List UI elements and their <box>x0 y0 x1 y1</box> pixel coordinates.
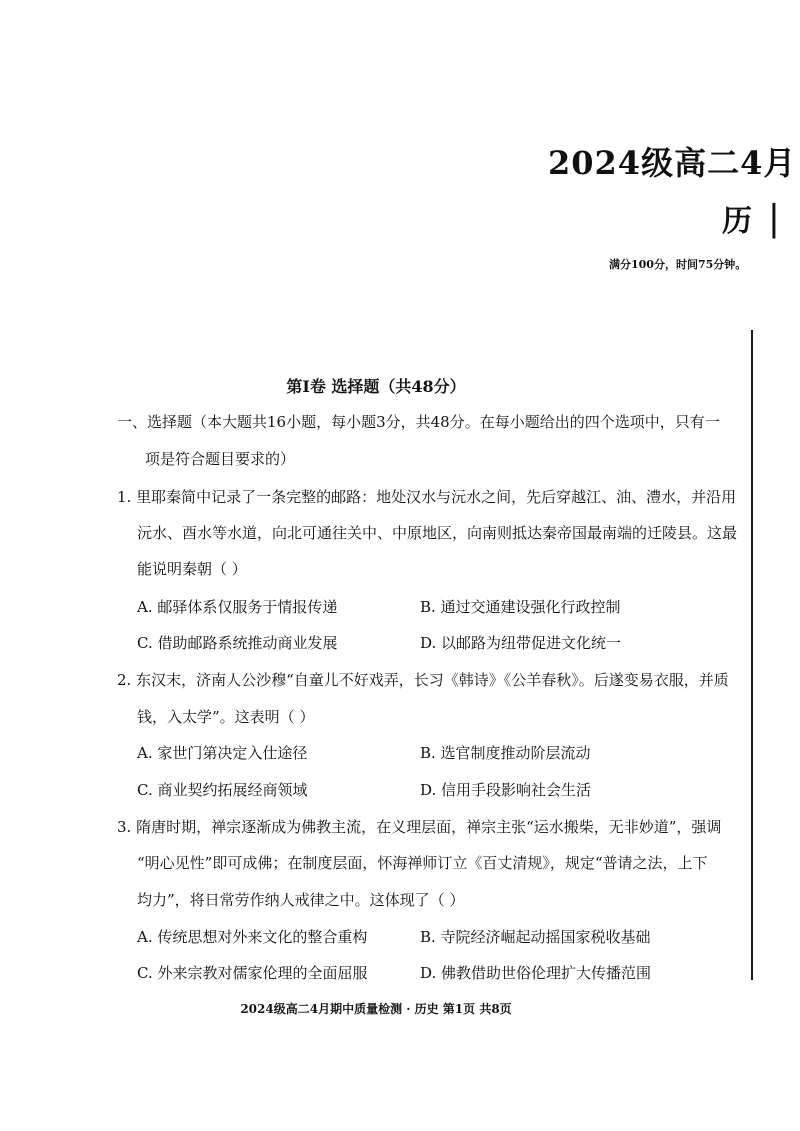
score-time-note: 满分100分，时间75分钟。 <box>609 258 747 271</box>
question-3-option-c: C. 外来宗教对儒家伦理的全面屈服 <box>137 964 368 982</box>
question-1-option-a: A. 邮驿体系仅服务于情报传递 <box>137 598 338 616</box>
question-1-stem-line-2: 沅水、酉水等水道，向北可通往关中、中原地区，向南则抵达秦帝国最南端的迁陵县。这最 <box>137 524 738 542</box>
section-title: 第Ⅰ卷 选择题（共48分） <box>286 377 466 396</box>
exam-title: 2024级高二4月 <box>548 144 797 182</box>
question-2-stem-line-2: 钱，入太学”。这表明（ ） <box>137 708 315 726</box>
question-1-option-c: C. 借助邮路系统推动商业发展 <box>137 634 338 652</box>
question-1-stem-line-3: 能说明秦朝（ ） <box>137 560 247 578</box>
question-3-option-d: D. 佛教借助世俗伦理扩大传播范围 <box>420 964 652 982</box>
instruction-line-2: 项是符合题目要求的） <box>145 450 296 468</box>
question-2-stem-line-1: 2. 东汉末，济南人公沙穆“自童儿不好戏弄，长习《韩诗》《公羊春秋》。后遂变易衣服，并质 <box>117 671 729 689</box>
question-2-option-c: C. 商业契约拓展经商领域 <box>137 781 308 799</box>
scan-edge-line <box>751 330 753 980</box>
question-2-option-d: D. 信用手段影响社会生活 <box>420 781 592 799</box>
question-3-stem-line-2: “明心见性”即可成佛；在制度层面，怀海禅师订立《百丈清规》，规定“普请之法，上下 <box>137 854 708 872</box>
question-3-stem-line-1: 3. 隋唐时期，禅宗逐渐成为佛教主流，在义理层面，禅宗主张“运水搬柴，无非妙道”，强调 <box>117 818 722 836</box>
instruction-line-1: 一、选择题（本大题共16小题，每小题3分，共48分。在每小题给出的四个选项中，只有一 <box>117 413 720 431</box>
question-2-option-a: A. 家世门第决定入仕途径 <box>137 744 308 762</box>
question-1-option-b: B. 通过交通建设强化行政控制 <box>420 598 621 616</box>
subject-title: 历▕ <box>722 204 776 239</box>
question-3-option-b: B. 寺院经济崛起动摇国家税收基础 <box>420 928 651 946</box>
question-3-option-a: A. 传统思想对外来文化的整合重构 <box>137 928 368 946</box>
question-1-stem-line-1: 1. 里耶秦简中记录了一条完整的邮路：地处汉水与沅水之间，先后穿越江、油、澧水，并沿用 <box>117 488 737 506</box>
question-3-stem-line-3: 均力”，将日常劳作纳人戒律之中。这体现了（ ） <box>137 891 465 909</box>
question-2-option-b: B. 选官制度推动阶层流动 <box>420 744 591 762</box>
question-1-option-d: D. 以邮路为纽带促进文化统一 <box>420 634 622 652</box>
page-footer: 2024级高二4月期中质量检测 · 历史 第1页 共8页 <box>240 1002 512 1016</box>
